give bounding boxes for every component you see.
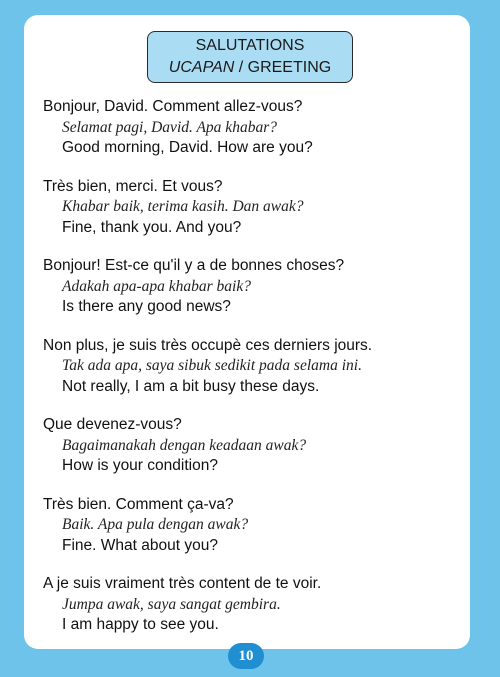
phrase-english: Fine, thank you. And you? — [62, 218, 242, 236]
page-number-badge: 10 — [228, 643, 264, 669]
section-title-translation — [148, 57, 352, 79]
phrase-french: Bonjour! Est-ce qu'il y a de bonnes choses? — [43, 257, 345, 274]
phrase-french: A je suis vraiment très content de te voir. — [43, 575, 322, 592]
phrase-malay: Tak ada apa, saya sibuk sedikit pada selama ini. — [62, 357, 362, 374]
phrase-entry — [43, 336, 463, 398]
phrase-french: Très bien. Comment ça-va? — [43, 495, 234, 513]
section-title-malay: UCAPAN — [168, 59, 235, 76]
phrase-entry — [43, 415, 463, 477]
phrase-entry — [43, 97, 463, 159]
phrase-english: Fine. What about you? — [62, 536, 218, 554]
phrase-french: Non plus, je suis très occupè ces derniers jours. — [43, 336, 373, 354]
document-page — [24, 15, 470, 649]
phrase-malay: Jumpa awak, saya sangat gembira. — [62, 595, 281, 613]
phrase-malay: Adakah apa-apa khabar baik? — [62, 277, 251, 295]
section-title-french: SALUTATIONS — [195, 37, 305, 54]
phrase-malay: Selamat pagi, David. Apa khabar? — [62, 118, 277, 136]
phrase-malay: Khabar baik, terima kasih. Dan awak? — [62, 198, 304, 215]
phrase-french: Très bien, merci. Et vous? — [43, 177, 223, 195]
phrase-malay: Bagaimanakah dengan keadaan awak? — [62, 436, 307, 454]
section-title-box — [147, 31, 353, 83]
phrase-english: I am happy to see you. — [62, 616, 219, 633]
phrase-english: Is there any good news? — [62, 298, 231, 315]
phrase-french: Que devenez-vous? — [43, 416, 182, 433]
phrase-french: Bonjour, David. Comment allez-vous? — [43, 98, 303, 115]
phrase-english: Good morning, David. How are you? — [62, 139, 313, 156]
phrase-malay: Baik. Apa pula dengan awak? — [62, 516, 249, 533]
phrase-english: How is your condition? — [62, 457, 218, 474]
phrase-list — [43, 97, 463, 654]
phrase-english: Not really, I am a bit busy these days. — [62, 377, 320, 395]
phrase-entry — [43, 256, 463, 318]
phrase-entry — [43, 177, 463, 239]
section-title-english: / GREETING — [234, 59, 332, 76]
phrase-entry — [43, 495, 463, 557]
phrase-entry — [43, 574, 463, 636]
